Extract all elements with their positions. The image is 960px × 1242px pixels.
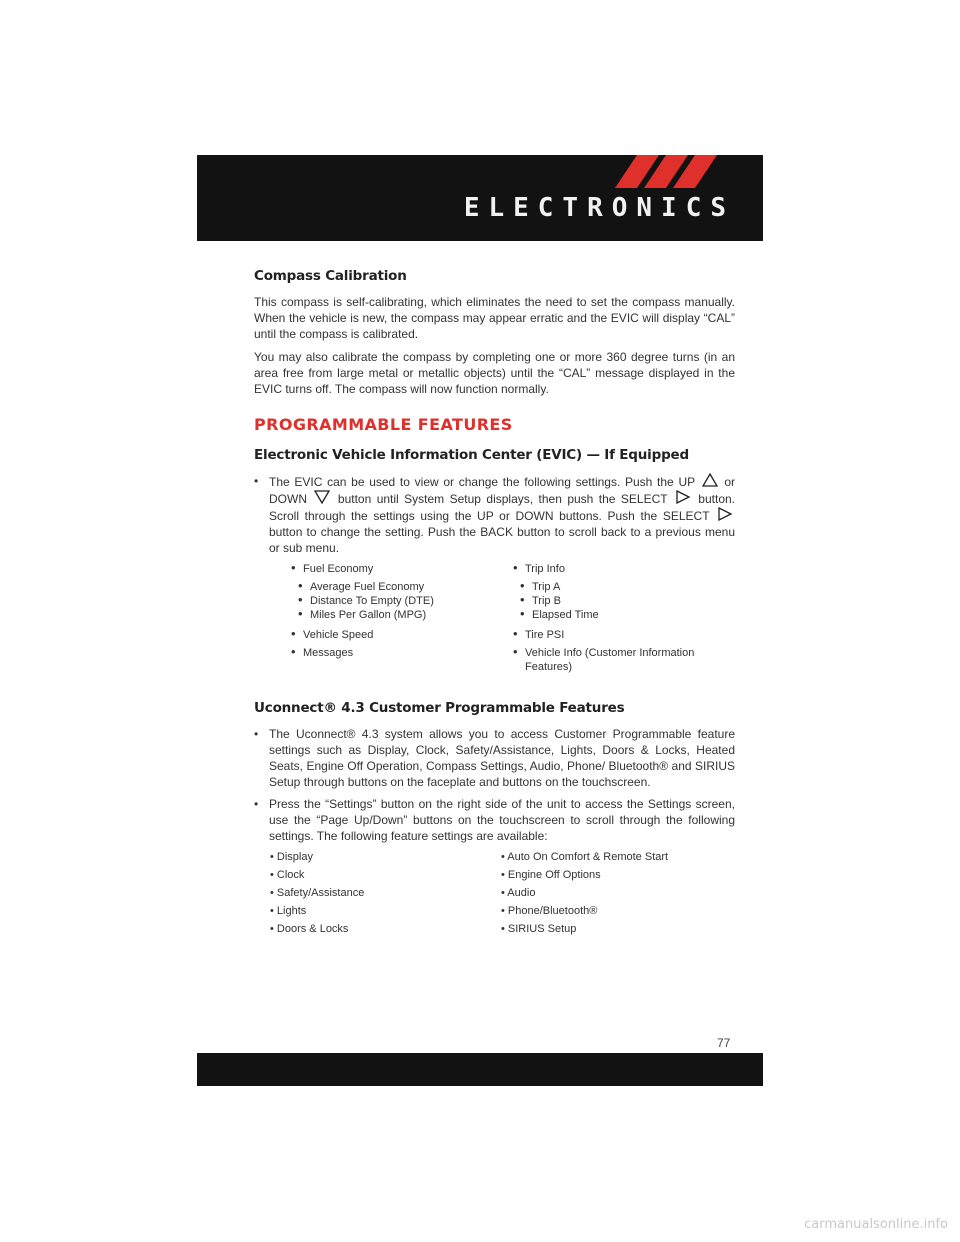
uconnect-settings-list bbox=[254, 850, 735, 936]
evic-bullet bbox=[254, 473, 735, 556]
evic-text-5: button to change the setting. Push the BACK button to scroll back to a previous menu or sub menu. bbox=[269, 525, 735, 555]
bullet-dot: • bbox=[254, 797, 259, 811]
list-item: • Trip Info bbox=[513, 560, 565, 575]
list-item: • Safety/Assistance bbox=[270, 887, 365, 899]
section-title: ELECTRONICS bbox=[463, 193, 735, 223]
list-item: • Vehicle Info (Customer Information Features) bbox=[513, 644, 695, 673]
evic-left-column bbox=[291, 562, 513, 678]
footer-bar bbox=[197, 1053, 763, 1086]
list-item: • SIRIUS Setup bbox=[501, 923, 577, 935]
programmable-heading: PROGRAMMABLE FEATURES bbox=[254, 415, 513, 434]
list-item: • Trip B bbox=[520, 592, 561, 607]
compass-paragraph-1: This compass is self-calibrating, which eliminates the need to set the compass manually. When the vehicle is new, the compass may appear erratic and the EVIC will display “CAL” until the compass is calibrated. bbox=[254, 295, 735, 341]
up-arrow-icon bbox=[701, 473, 719, 485]
list-item: • Doors & Locks bbox=[270, 923, 349, 935]
page-content bbox=[254, 268, 735, 936]
compass-heading: Compass Calibration bbox=[254, 268, 407, 284]
evic-right-column bbox=[513, 562, 735, 678]
list-item: • Miles Per Gallon (MPG) bbox=[298, 606, 427, 621]
evic-text-3: button until System Setup displays, then push the SELECT bbox=[337, 492, 668, 506]
list-item: • Vehicle Speed bbox=[291, 626, 374, 641]
list-item: • Engine Off Options bbox=[501, 869, 601, 881]
evic-text-4: button. Scroll through the settings using the UP or DOWN buttons. Push the SELECT bbox=[269, 492, 735, 523]
watermark: carmanualsonline.info bbox=[804, 1217, 948, 1232]
bullet-dot: • bbox=[254, 474, 259, 488]
select-arrow-icon bbox=[716, 507, 734, 519]
compass-paragraph-2: You may also calibrate the compass by completing one or more 360 degree turns (in an area free from large metal or metallic objects) until the “CAL” message displayed in the EVIC turns off. The compass will now function normally. bbox=[254, 350, 735, 396]
list-item: • Auto On Comfort & Remote Start bbox=[501, 851, 669, 863]
down-arrow-icon bbox=[313, 490, 331, 502]
bullet-dot: • bbox=[254, 727, 259, 741]
uconnect-heading: Uconnect® 4.3 Customer Programmable Features bbox=[254, 700, 625, 716]
uconnect-bullet-2: • Press the “Settings” button on the right side of the unit to access the Settings screen, use the “Page Up/Down” buttons on the touchscreen to scroll through the following settings. The following feature settings are available: bbox=[254, 797, 735, 843]
list-item: • Trip A bbox=[520, 578, 561, 593]
select-arrow-icon bbox=[674, 490, 692, 502]
evic-text-2: or DOWN bbox=[269, 475, 735, 506]
list-item: • Messages bbox=[291, 644, 354, 659]
list-item: • Fuel Economy bbox=[291, 560, 374, 575]
list-item: • Average Fuel Economy bbox=[298, 578, 425, 593]
list-item: • Elapsed Time bbox=[520, 606, 599, 621]
uconnect-bullet-1: • The Uconnect® 4.3 system allows you to access Customer Programmable feature settings such as Display, Clock, Safety/Assistance, Lights, Doors & Locks, Heated Seats, Engine Off Operation, Compass Settings, Audio, Phone/ Bluetooth® and SIRIUS Setup through buttons on the faceplate and buttons on the touchscreen. bbox=[254, 727, 735, 789]
list-item: • Display bbox=[270, 851, 313, 863]
list-item: • Tire PSI bbox=[513, 626, 565, 641]
evic-settings-list bbox=[254, 562, 735, 678]
evic-heading: Electronic Vehicle Information Center (EVIC) — If Equipped bbox=[254, 447, 689, 463]
list-item: • Audio bbox=[501, 887, 536, 899]
list-item: • Clock bbox=[270, 869, 305, 881]
list-item: • Distance To Empty (DTE) bbox=[298, 592, 434, 607]
evic-text-1: The EVIC can be used to view or change the following settings. Push the UP bbox=[269, 475, 695, 489]
list-item: • Lights bbox=[270, 905, 307, 917]
section-header-bar bbox=[197, 155, 763, 241]
list-item: • Phone/Bluetooth® bbox=[501, 905, 598, 917]
page-number: 77 bbox=[717, 1036, 731, 1050]
